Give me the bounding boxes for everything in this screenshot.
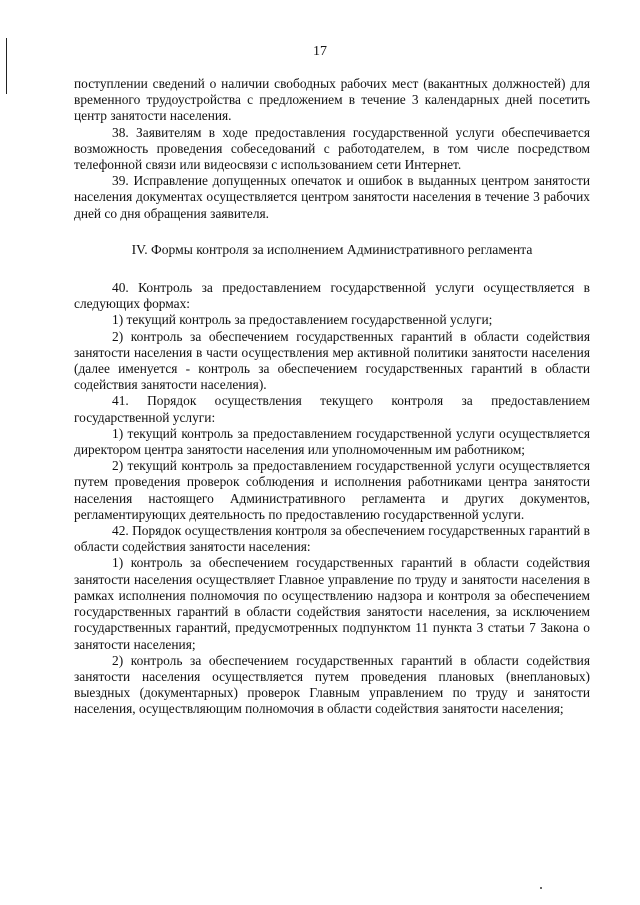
paragraph-40-item-2: 2) контроль за обеспечением государственных гарантий в области содействия занятости населения в части осуществления мер активной политики занятости населения (далее именуется - контроль за обеспечением государственных гарантий в области содействия занятости населения). (74, 328, 590, 393)
paragraph-42-item-1: 1) контроль за обеспечением государственных гарантий в области содействия занятости населения осуществляет Главное управление по труду и занятости населения в рамках исполнения полномочия по осуществлению надзора и контроля за обеспечением государственных гарантий в области содействия занятости населения, за исключением государственных гарантий, предусмотренных подпунктом 11 пункта 3 статьи 7 Закона о занятости населения; (74, 555, 590, 652)
paragraph-42: 42. Порядок осуществления контроля за обеспечением государственных гарантий в области содействия занятости населения: (74, 523, 590, 555)
section-heading: IV. Формы контроля за исполнением Административного регламента (131, 241, 533, 257)
scan-speck (540, 887, 542, 889)
paragraph: поступлении сведений о наличии свободных рабочих мест (вакантных должностей) для временного трудоустройства с предложением в течение 3 календарных дней посетить центр занятости населения. (74, 76, 590, 124)
paragraph-41: 41. Порядок осуществления текущего контроля за предоставлением государственной услуги: (74, 393, 590, 425)
paragraph-39: 39. Исправление допущенных опечаток и ошибок в выданных центром занятости населения документах осуществляется центром занятости населения в течение 3 рабочих дней со дня обращения заявителя. (74, 173, 590, 221)
paragraph-41-item-2: 2) текущий контроль за предоставлением государственной услуги осуществляется путем проведения проверок соблюдения и исполнения работниками центра занятости населения настоящего Административного регламента и других документов, регламентирующих деятельность по предоставлению государственной услуги. (74, 458, 590, 522)
paragraph-38: 38. Заявителям в ходе предоставления государственной услуги обеспечивается возможность проведения собеседований с работодателем, в том числе посредством телефонной связи или видеосвязи с использованием сети Интернет. (74, 124, 590, 173)
paragraph-40-item-1: 1) текущий контроль за предоставлением государственной услуги; (112, 312, 493, 328)
paragraph-42-item-2: 2) контроль за обеспечением государственных гарантий в области содействия занятости населения осуществляется путем проведения плановых (внеплановых) выездных (документарных) проверок Главным управлением по труду и занятости населения, осуществляющим полномочия в области содействия занятости населения; (74, 652, 590, 717)
document-body (74, 76, 590, 718)
paragraph-40: 40. Контроль за предоставлением государственной услуги осуществляется в следующих формах: (74, 280, 590, 312)
page-number: 17 (313, 44, 327, 59)
paragraph-41-item-1: 1) текущий контроль за предоставлением государственной услуги осуществляется директором центра занятости населения или уполномоченным им работником; (74, 425, 590, 458)
